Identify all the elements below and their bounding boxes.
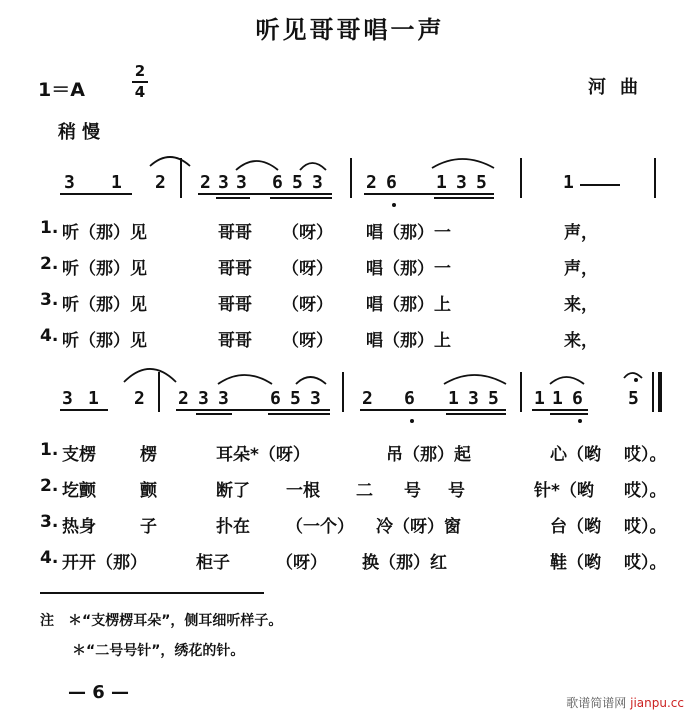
verse-number: 2. [40, 476, 59, 496]
lyric-text: 换（那）红 [362, 553, 447, 573]
tempo-marking: 稍慢 [58, 122, 106, 143]
note: 6 [270, 388, 281, 409]
note: 6 [404, 388, 415, 409]
note: 2 [366, 172, 377, 193]
lyric-text: （呀） [282, 331, 333, 351]
note: 3 [310, 388, 321, 409]
footnote-1: 注 ＊“支楞楞耳朵”，侧耳细听样子。 [40, 613, 283, 629]
note: 6 [572, 388, 583, 409]
note: 3 [62, 388, 73, 409]
verse-number: 2. [40, 254, 59, 274]
lyric-text: 听（那）见 [62, 331, 147, 351]
lyric-text: 听（那）见 [62, 223, 147, 243]
lyric-text: 台（哟 [550, 517, 601, 537]
note: 2 [362, 388, 373, 409]
note: 5 [476, 172, 487, 193]
lyric-text: 颤 [140, 481, 157, 501]
lyric-text: 楞 [140, 445, 157, 465]
footnote-2: ＊“二号号针”，绣花的针。 [72, 643, 245, 659]
lyric-text: 耳朵*（呀） [216, 445, 310, 465]
note: 2 [134, 388, 145, 409]
lyric-text: 哥哥 [218, 295, 252, 315]
note: 3 [468, 388, 479, 409]
lyric-text: 哥哥 [218, 259, 252, 279]
note: 3 [456, 172, 467, 193]
verse-number: 4. [40, 326, 59, 346]
note: 6 [272, 172, 283, 193]
time-signature-bottom: 4 [134, 83, 146, 101]
note: 1 [563, 172, 574, 193]
verse-number: 3. [40, 290, 59, 310]
lyric-text: 唱（那）一 [366, 259, 451, 279]
lyric-text: 哎）。 [624, 517, 667, 537]
verse-number: 1. [40, 440, 59, 460]
note: 3 [236, 172, 247, 193]
lyric-text: （一个） [286, 517, 354, 537]
verse-number: 1. [40, 218, 59, 238]
lyric-text: 听（那）见 [62, 259, 147, 279]
lyric-text: 扑在 [216, 517, 250, 537]
lyric-text: （呀） [282, 223, 333, 243]
note: 3 [218, 172, 229, 193]
slur [296, 377, 326, 384]
note: 1 [111, 172, 122, 193]
lyric-text: 支楞 [62, 445, 96, 465]
lyric-text: 哎）。 [624, 445, 667, 465]
note: 6 [386, 172, 397, 193]
lyric-text: 听（那）见 [62, 295, 147, 315]
lyric-text: 子 [140, 517, 157, 537]
footnote-rule [40, 592, 264, 594]
note: 5 [628, 388, 639, 409]
note: 2 [200, 172, 211, 193]
page-number: — 6 — [68, 682, 130, 703]
lyric-text: 唱（那）一 [366, 223, 451, 243]
lyric-text: 冷（呀）窗 [376, 517, 461, 537]
note: 3 [218, 388, 229, 409]
note: 1 [552, 388, 563, 409]
lyric-text: 一根 [286, 481, 320, 501]
page-title: 听见哥哥唱一声 [255, 16, 445, 44]
slur [124, 369, 176, 382]
lyric-text: 声， [564, 223, 598, 243]
verse-number: 4. [40, 548, 59, 568]
lyric-text: 鞋（哟 [550, 553, 601, 573]
lyric-text: 来， [564, 295, 598, 315]
watermark-text: 歌谱简谱网 [566, 696, 627, 710]
note: 5 [290, 388, 301, 409]
watermark-url: jianpu.cc [630, 696, 684, 710]
lyric-text: 哥哥 [218, 223, 252, 243]
lyric-text: 哎）。 [624, 481, 667, 501]
lyric-text: 哥哥 [218, 331, 252, 351]
lyric-text: （呀） [282, 295, 333, 315]
key-signature: 1＝A [38, 79, 85, 101]
lyric-text: 号 [404, 481, 421, 501]
note: 1 [436, 172, 447, 193]
lyric-text: 声， [564, 259, 598, 279]
verse-number: 3. [40, 512, 59, 532]
fermata [624, 373, 642, 378]
lyric-text: 热身 [62, 517, 96, 537]
note: 2 [155, 172, 166, 193]
lyric-text: 断了 [216, 481, 250, 501]
slur [218, 375, 272, 384]
lyric-text: 针*（哟 [534, 481, 594, 501]
slur [444, 375, 506, 384]
lyric-text: 唱（那）上 [366, 331, 451, 351]
lyric-text: 吊（那）起 [386, 445, 471, 465]
watermark [566, 694, 684, 711]
song-source: 河曲 [588, 77, 652, 98]
lyric-text: 来， [564, 331, 598, 351]
note: 5 [488, 388, 499, 409]
time-signature-top: 2 [134, 62, 146, 80]
slur [550, 377, 584, 384]
note: 1 [448, 388, 459, 409]
lyric-text: （呀） [276, 553, 327, 573]
lyric-text: 心（哟 [550, 445, 601, 465]
lyric-text: 唱（那）上 [366, 295, 451, 315]
note: 1 [88, 388, 99, 409]
note: 3 [198, 388, 209, 409]
lyric-text: 二 [356, 481, 373, 501]
lyric-text: （呀） [282, 259, 333, 279]
lyric-text: 圪颤 [62, 481, 96, 501]
note: 1 [534, 388, 545, 409]
note: 5 [292, 172, 303, 193]
note: 2 [178, 388, 189, 409]
lyric-text: 哎）。 [624, 553, 667, 573]
lyric-text: 开开（那） [62, 553, 147, 573]
lyric-text: 号 [448, 481, 465, 501]
lyric-text: 柜子 [196, 553, 230, 573]
note: 3 [312, 172, 323, 193]
note: 3 [64, 172, 75, 193]
